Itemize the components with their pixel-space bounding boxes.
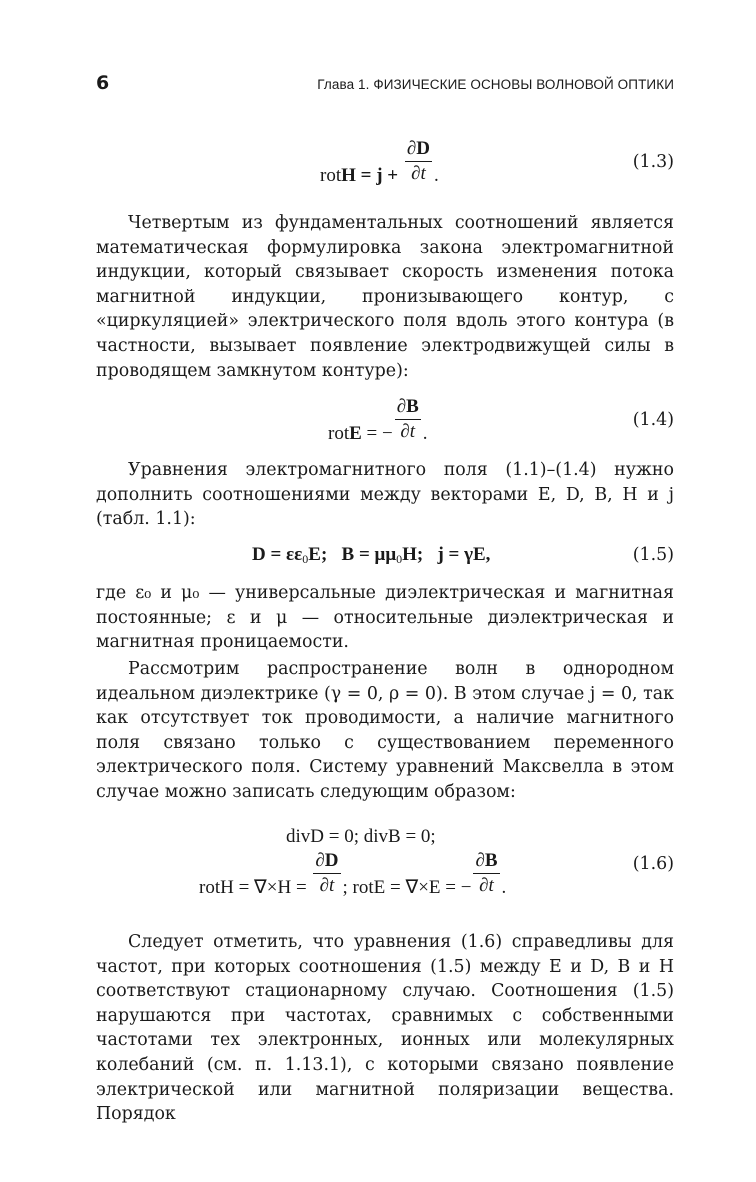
eq-1-3-lhs: rot <box>320 164 342 186</box>
eq-1-5-sub1: 0 <box>302 552 309 566</box>
running-title: Глава 1. ФИЗИЧЕСКИЕ ОСНОВЫ ВОЛНОВОЙ ОПТИКИ <box>317 77 674 92</box>
paragraph-5-text: Следует отметить, что уравнения (1.6) справедливы для частот, при которых соотношения (1.5) между E и D, B и H соответствуют стационарному случаю. Соотношения (1.5) нарушаются при частотах, сравнимых с собственными частотами тех электронных, ионных или молекулярных колебаний (см. п. 1.13.1), с которыми связано появление электрической или магнитной поляризации вещества. Порядок <box>96 932 674 1125</box>
eq-1-4-lhs-vec: E <box>349 422 362 444</box>
eq-1-4-denominator: ∂t <box>400 421 416 442</box>
eq-1-4-numerator: ∂B <box>395 396 421 420</box>
eq-1-3-tail: . <box>434 164 439 186</box>
eq-1-6-l2a: rotH = ∇×H = <box>199 876 312 898</box>
equation-1-5 <box>96 544 674 572</box>
page-header <box>96 72 674 102</box>
eq-1-4-label: (1.4) <box>632 410 674 430</box>
equation-1-6 <box>96 826 674 906</box>
paragraph-2 <box>96 458 674 532</box>
eq-1-3-mid: = j + <box>355 164 403 186</box>
paragraph-4 <box>96 657 674 805</box>
eq-1-6-fraction-d <box>313 850 340 897</box>
paragraph-4-text: Рассмотрим распространение волн в однородном идеальном диэлектрике (γ = 0, ρ = 0). В этом случае j = 0, так как отсутствует ток проводимости, а наличие магнитного поля связано только с существованием переменного электрического поля. Систему уравнений Максвелла в этом случае можно записать следующим образом: <box>96 659 674 802</box>
eq-1-4-lhs: rot <box>328 422 350 444</box>
eq-1-3-lhs-vec: H <box>341 164 356 186</box>
eq-1-5-part2b: H; <box>402 544 424 565</box>
eq-1-4-rhs: = − <box>361 422 393 444</box>
eq-1-5-sub2: 0 <box>396 552 403 566</box>
eq-1-6-num-d: ∂D <box>313 850 340 874</box>
eq-1-5-part3: j = γE, <box>437 544 491 565</box>
eq-1-5-label: (1.5) <box>632 545 674 565</box>
equation-1-4 <box>96 396 674 448</box>
eq-1-5-part1: D = εε <box>252 544 303 565</box>
eq-1-3-numerator: ∂D <box>405 138 432 162</box>
paragraph-5 <box>96 930 674 1127</box>
eq-1-5-part1b: E; <box>308 544 328 565</box>
eq-1-6-den-b: ∂t <box>479 875 494 896</box>
paragraph-2-text: Уравнения электромагнитного поля (1.1)–(1.4) нужно дополнить соотношениями между векторами E, D, B, H и j (табл. 1.1): <box>96 460 674 530</box>
eq-1-6-label: (1.6) <box>632 854 674 874</box>
paragraph-1-text: Четвертым из фундаментальных соотношений является математическая формулировка закона электромагнитной индукции, который связывает скорость изменения потока магнитной индукции, пронизывающего контур, с «циркуляцией» электрического поля вдоль этого контура (в частности, вызывает появление электродвижущей силы в проводящем замкнутом контуре): <box>96 213 674 381</box>
page-number: 6 <box>96 72 110 94</box>
eq-1-6-den-d: ∂t <box>319 875 335 896</box>
paragraph-1 <box>96 211 674 383</box>
eq-1-3-fraction <box>405 138 432 185</box>
eq-1-5-part2: B = μμ <box>341 544 397 565</box>
eq-1-6-l2b: ; rotE = ∇×E = − <box>342 876 472 898</box>
eq-1-3-label: (1.3) <box>632 152 674 172</box>
eq-1-6-line1: divD = 0; divB = 0; <box>286 826 436 847</box>
eq-1-3-denominator: ∂t <box>411 163 426 184</box>
eq-1-6-num-b: ∂B <box>473 850 499 874</box>
equation-1-3 <box>96 138 674 190</box>
eq-1-6-fraction-b <box>473 850 499 897</box>
paragraph-3 <box>96 581 674 655</box>
paragraph-3-text: где ε₀ и μ₀ — универсальные диэлектрическая и магнитная постоянные; ε и μ — относительные диэлектрическая и магнитная проницаемости. <box>96 583 674 653</box>
eq-1-6-l2c: . <box>501 876 507 898</box>
eq-1-4-tail: . <box>422 422 428 444</box>
eq-1-4-fraction <box>395 396 421 443</box>
